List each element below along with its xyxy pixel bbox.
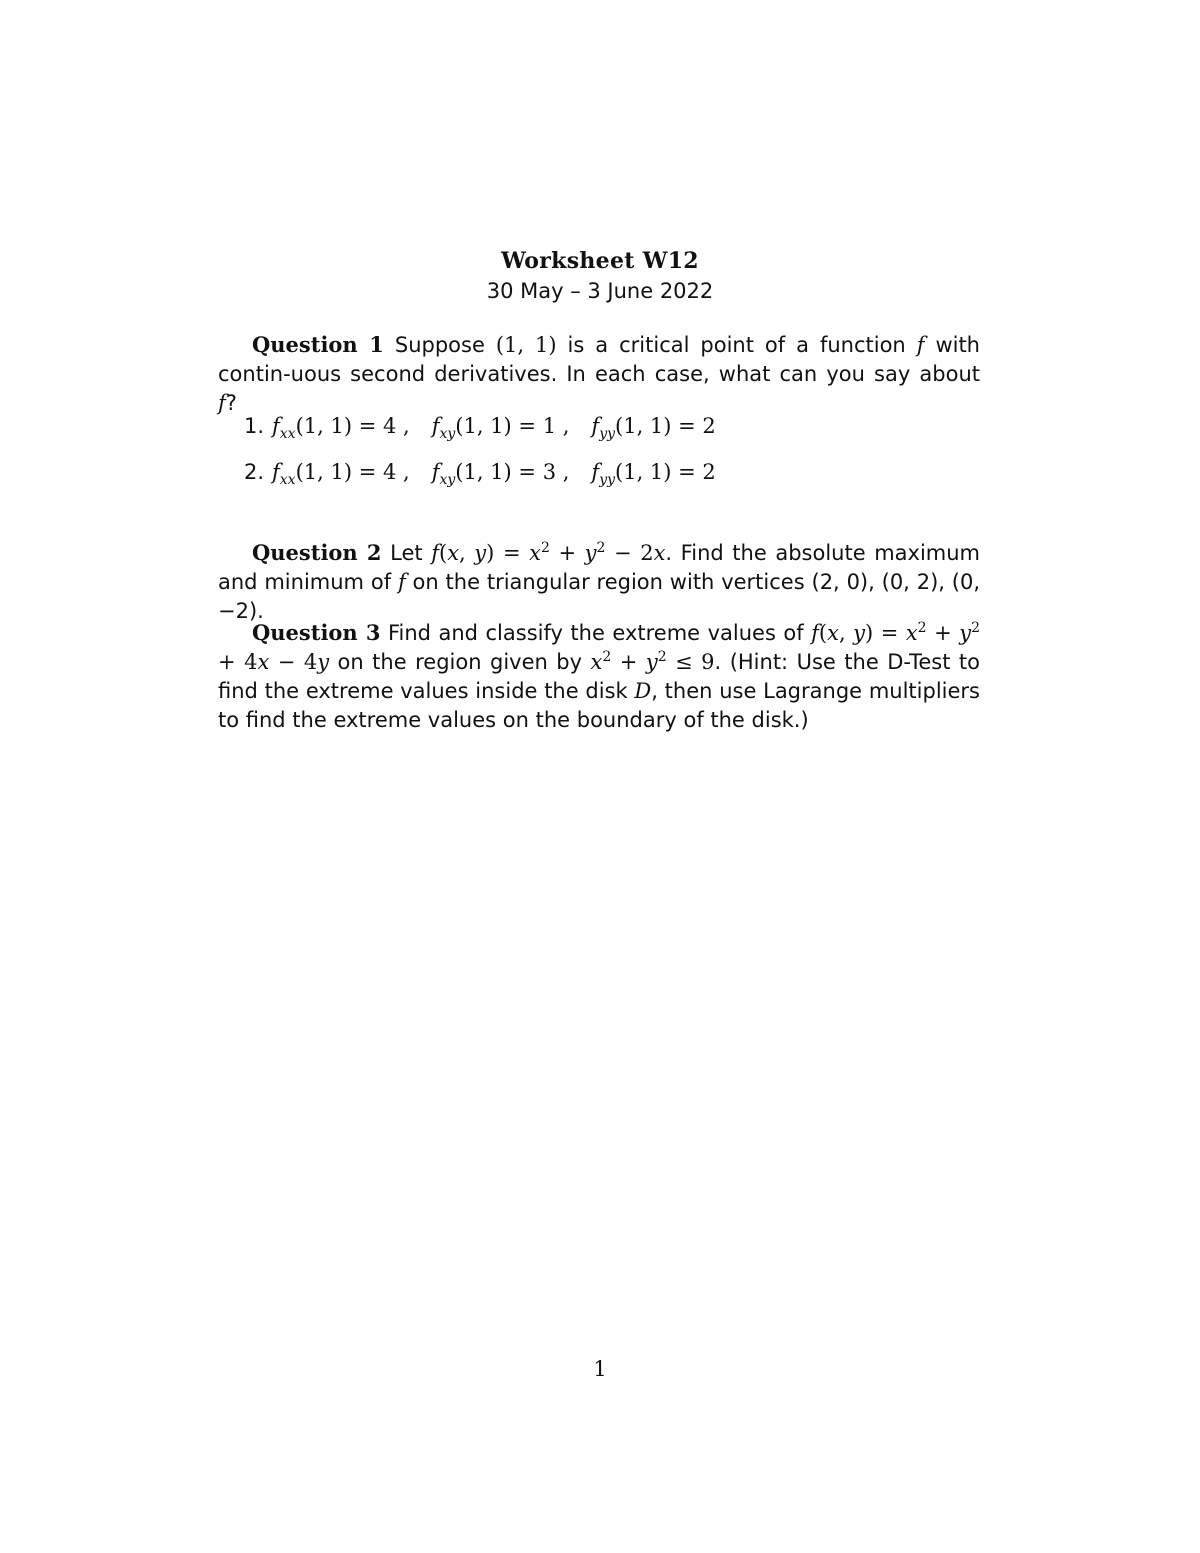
question-2-text-a: Let	[390, 541, 432, 565]
question-1-point: (1, 1)	[495, 333, 557, 357]
question-3-text-c: . (Hint: Use the D-Test to find the extreme values inside the disk	[218, 650, 980, 703]
item-fxx: (1, 1) = 4 ,	[295, 414, 410, 438]
item-fyy: (1, 1) = 2	[615, 460, 716, 484]
question-2-label: Question 2	[252, 540, 382, 565]
item-fxy: (1, 1) = 3 ,	[455, 460, 570, 484]
question-1-text-b: is a critical point of a function	[556, 333, 917, 357]
page-number: 1	[593, 1357, 607, 1381]
question-1-text-c: with contin-uous second derivatives. In each case, what can you say about	[218, 333, 980, 386]
question-2: Question 2 Let f(x, $y) = x^2 + y^2 - 2x$. Find the absolute maximum and minimum of f on the triangular region with vertices (2, 0), (0, 2), (0, −2).	[218, 540, 981, 623]
question-3-text-b: on the region given by	[329, 650, 591, 674]
question-3-function: f	[811, 621, 819, 645]
question-1-text-d: ?	[225, 391, 237, 415]
question-3-text-d: , then use Lagrange multipliers to find the extreme values on the boundary of the disk.)	[218, 679, 980, 732]
question-1	[218, 330, 980, 418]
item-fxx: (1, 1) = 4 ,	[295, 460, 410, 484]
question-3-label: Question 3	[252, 620, 381, 645]
question-1-f2: f	[218, 391, 226, 415]
question-1-item-2: 2. $f_{xx}(1$, 1) = 4 , $f_{xy}(1$, 1) = 3 , $f_{yy}(1$, 1) = 2	[244, 460, 716, 489]
question-1-label: Question 1	[252, 332, 384, 357]
item-fxy: (1, 1) = 1 ,	[455, 414, 570, 438]
question-1-f: f	[916, 333, 925, 357]
question-2-text-b: . Find the absolute maximum and minimum of	[218, 541, 981, 594]
page-title: Worksheet W12	[501, 248, 699, 274]
question-3-disk-d: D	[634, 679, 652, 703]
item-fyy: (1, 1) = 2	[615, 414, 716, 438]
item-number: 2.	[244, 460, 265, 484]
question-3-text-a: Find and classify the extreme values of	[387, 621, 812, 645]
question-2-function: f	[431, 541, 439, 565]
question-3: Question 3 Find and classify the extreme values of f(x, $y) = x^2 + y^2 + 4x - 4y$ on the region given by $x^2 + y^2 \le 9$. (Hint: Use the D-Test to find the extreme values inside the disk D, then use Lagrange multipliers to find the extreme values on the boundary of the disk.)	[218, 620, 980, 732]
page-date: 30 May – 3 June 2022	[486, 279, 714, 303]
question-1-text-a: Suppose	[394, 333, 496, 357]
question-1-item-1: 1. $f_{xx}(1$, 1) = 4 , $f_{xy}(1$, 1) = 1 , $f_{yy}(1$, 1) = 2	[244, 414, 716, 443]
question-2-text-c: on the triangular region with vertices (2, 0), (0, 2), (0, −2).	[218, 570, 980, 623]
item-number: 1.	[244, 414, 265, 438]
